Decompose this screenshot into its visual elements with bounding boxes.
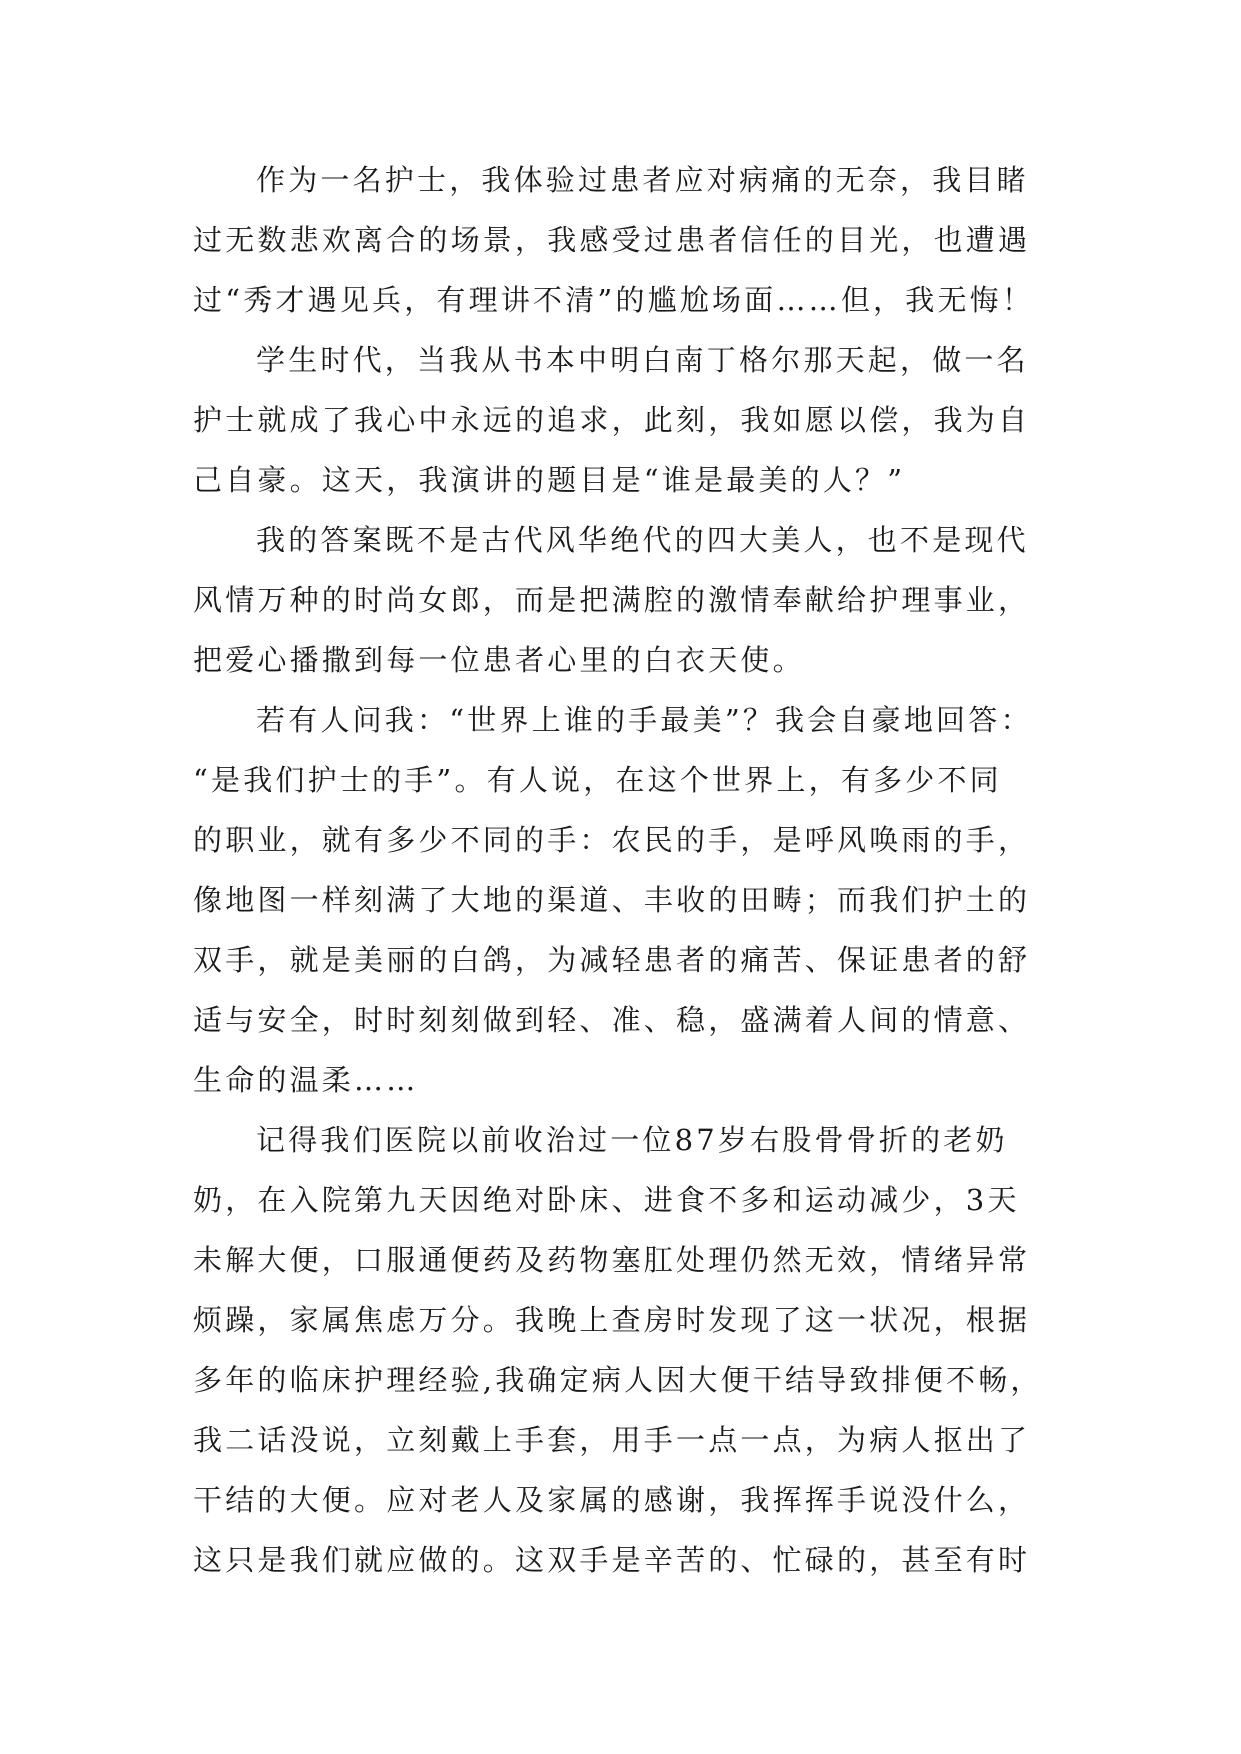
text-line: 烦躁，家属焦虑万分。我晚上查房时发现了这一状况，根据	[193, 1303, 1031, 1337]
text-line: 学生时代，当我从书本中明白南丁格尔那天起，做一名	[256, 343, 1029, 377]
text-line: 我二话没说，立刻戴上手套，用手一点一点，为病人抠出了	[193, 1423, 1031, 1457]
text-line: 过“秀才遇见兵，有理讲不清”的尴尬场面……但，我无悔！	[193, 283, 1035, 317]
text-line: 干结的大便。应对老人及家属的感谢，我挥挥手说没什么，	[193, 1483, 1031, 1517]
text-line: 若有人问我：“世界上谁的手最美”？我会自豪地回答：	[256, 703, 1033, 737]
text-line: 作为一名护士，我体验过患者应对病痛的无奈，我目睹	[256, 163, 1029, 197]
text-line: 奶，在入院第九天因绝对卧床、进食不多和运动减少，3天	[193, 1183, 1020, 1217]
text-line: 生命的温柔……	[193, 1063, 419, 1097]
text-line: 这只是我们就应做的。这双手是辛苦的、忙碌的，甚至有时	[193, 1543, 1031, 1577]
text-line: 多年的临床护理经验,我确定病人因大便干结导致排便不畅，	[193, 1363, 1043, 1397]
text-line: 风情万种的时尚女郎，而是把满腔的激情奉献给护理事业，	[193, 583, 1031, 617]
text-line: 护士就成了我心中永远的追求，此刻，我如愿以偿，我为自	[193, 403, 1031, 437]
text-line: “是我们护士的手”。有人说，在这个世界上，有多少不同	[193, 763, 1002, 797]
text-line: 记得我们医院以前收治过一位87岁右股骨骨折的老奶	[256, 1123, 1008, 1157]
text-line: 我的答案既不是古代风华绝代的四大美人，也不是现代	[256, 523, 1029, 557]
text-line: 过无数悲欢离合的场景，我感受过患者信任的目光，也遭遇	[193, 223, 1031, 257]
text-line: 把爱心播撒到每一位患者心里的白衣天使。	[193, 643, 805, 677]
text-line: 的职业，就有多少不同的手：农民的手，是呼风唤雨的手，	[193, 823, 1031, 857]
text-line: 适与安全，时时刻刻做到轻、准、稳，盛满着人间的情意、	[193, 1003, 1031, 1037]
text-line: 未解大便，口服通便药及药物塞肛处理仍然无效，情绪异常	[193, 1243, 1031, 1277]
text-line: 像地图一样刻满了大地的渠道、丰收的田畴；而我们护土的	[193, 883, 1031, 917]
text-line: 双手，就是美丽的白鸽，为减轻患者的痛苦、保证患者的舒	[193, 943, 1031, 977]
text-line: 己自豪。这天，我演讲的题目是“谁是最美的人？”	[193, 463, 906, 497]
